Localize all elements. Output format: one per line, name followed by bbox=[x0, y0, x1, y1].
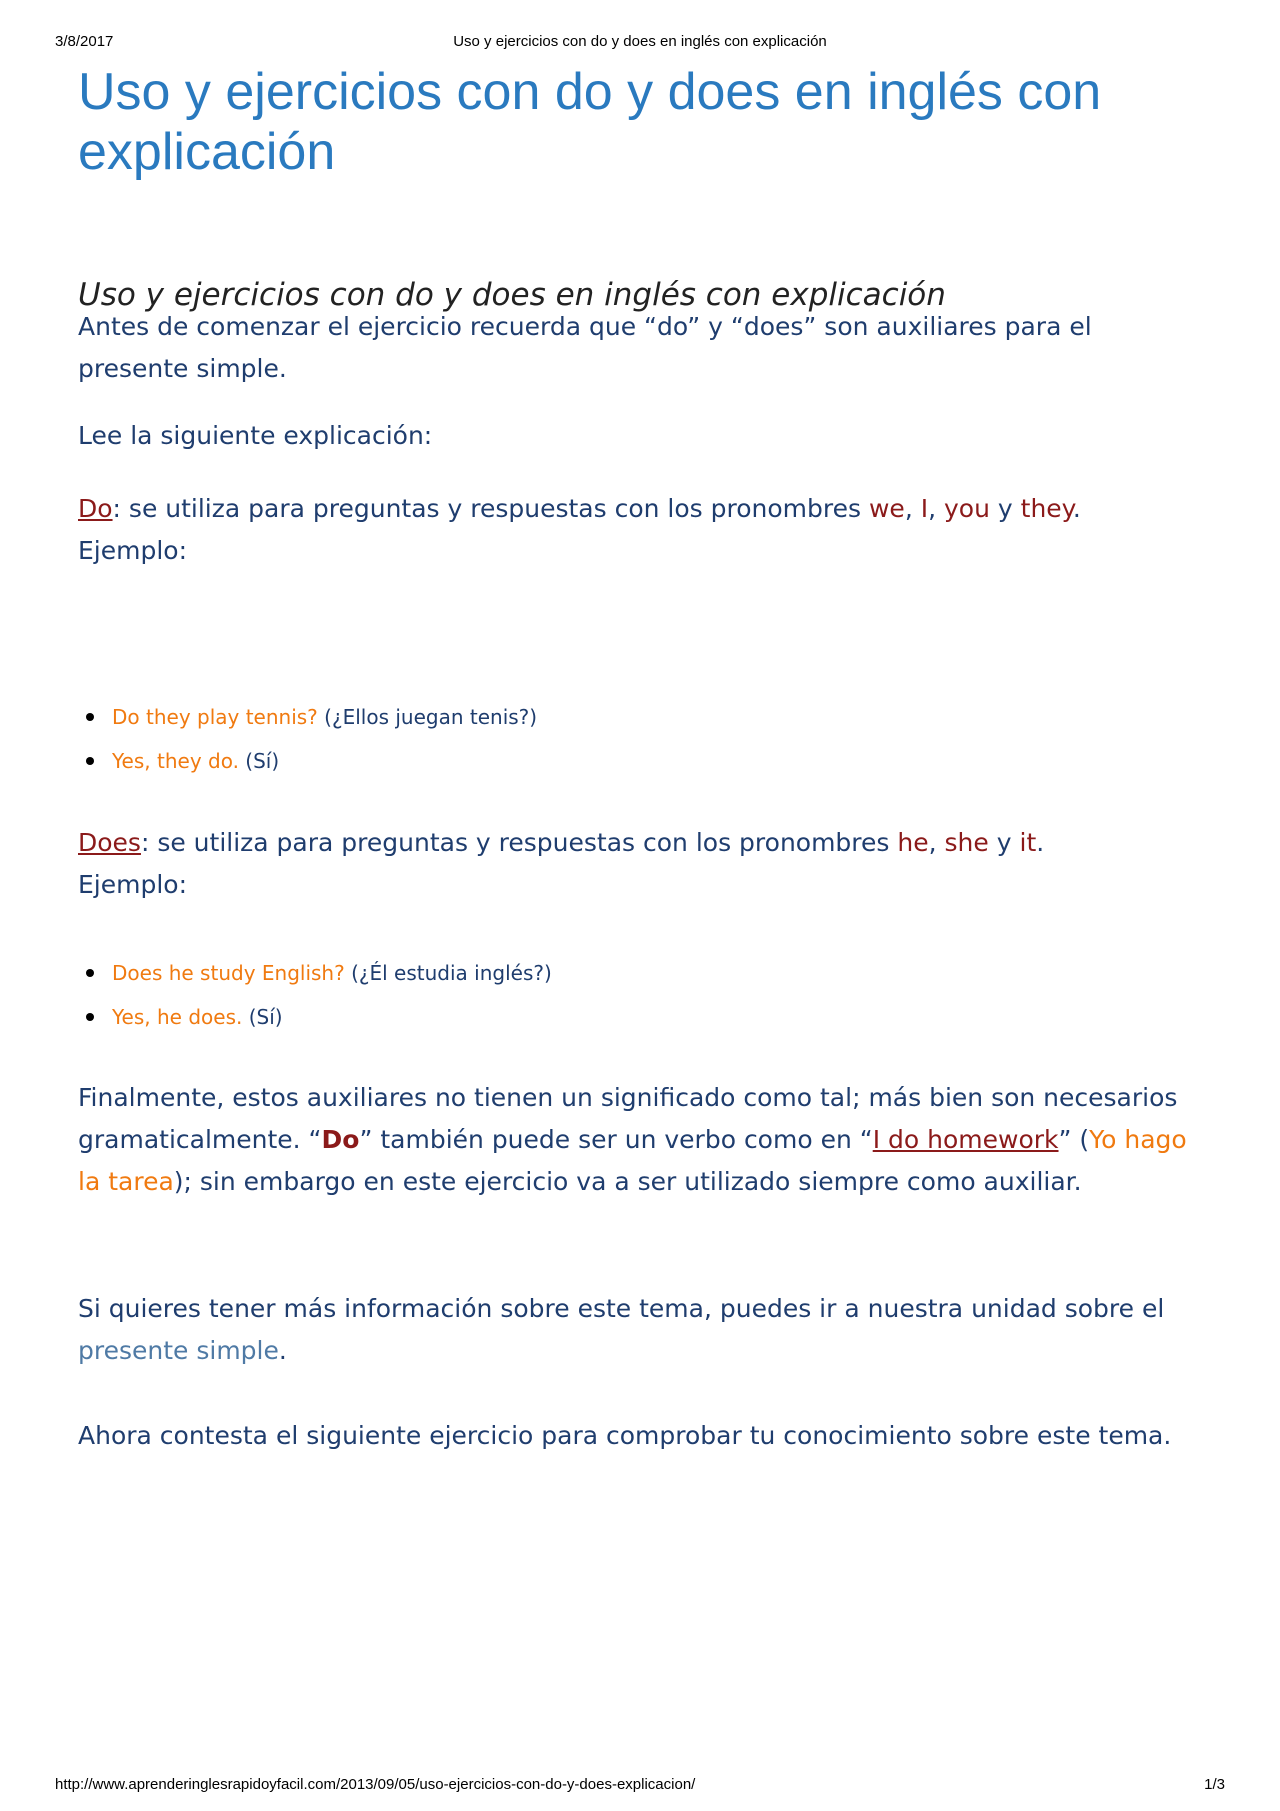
intro-paragraph: Antes de comenzar el ejercicio recuerda que “do” y “does” son auxiliares para el presente simple. bbox=[78, 312, 1092, 383]
final-paragraph: Finalmente, estos auxiliares no tienen un significado como tal; más bien son necesarios gramaticalmente. “Do” también puede ser un verbo como en “I do homework” (Yo hago la tarea); sin embargo en este ejercicio va a ser utilizado siempre como auxiliar. bbox=[78, 1083, 1187, 1196]
article-subtitle: Uso y ejercicios con do y does en inglés con explicación bbox=[78, 277, 946, 313]
list-item bbox=[78, 951, 552, 995]
does-term-link[interactable]: Does bbox=[78, 828, 141, 857]
bullet-icon bbox=[86, 1013, 94, 1021]
list-item bbox=[78, 739, 537, 783]
pronoun-they: they bbox=[1020, 494, 1073, 523]
print-header bbox=[0, 33, 1280, 53]
do-explanation: Do: se utiliza para preguntas y respuestas con los pronombres we, I, you y they. Ejemplo: bbox=[78, 494, 1081, 565]
example-english: Does he study English? bbox=[112, 961, 345, 985]
i-do-homework-link[interactable]: I do homework bbox=[872, 1125, 1059, 1154]
example-spanish: (¿Ellos juegan tenis?) bbox=[317, 705, 538, 729]
pronoun-i: I bbox=[920, 494, 929, 523]
page-number: 1/3 bbox=[1204, 1776, 1225, 1793]
page-url: http://www.aprenderinglesrapidoyfacil.com/2013/09/05/uso-ejercicios-con-do-y-does-explicacion/ bbox=[55, 1776, 696, 1793]
does-examples-list bbox=[78, 951, 552, 1039]
print-footer bbox=[0, 1776, 1280, 1796]
pronoun-she: she bbox=[944, 828, 989, 857]
more-info-paragraph: Si quieres tener más información sobre este tema, puedes ir a nuestra unidad sobre el presente simple. bbox=[78, 1294, 1165, 1365]
example-spanish: (¿Él estudia inglés?) bbox=[344, 961, 552, 985]
pronoun-we: we bbox=[868, 494, 905, 523]
bullet-icon bbox=[86, 969, 94, 977]
example-spanish: (Sí) bbox=[238, 749, 280, 773]
lead-paragraph: Lee la siguiente explicación: bbox=[78, 421, 433, 450]
bullet-icon bbox=[86, 757, 94, 765]
do-example-label: Ejemplo: bbox=[78, 536, 188, 565]
example-english: Yes, he does. bbox=[112, 1005, 243, 1029]
print-doc-title: Uso y ejercicios con do y does en inglés con explicación bbox=[453, 33, 827, 50]
print-date: 3/8/2017 bbox=[55, 33, 114, 50]
does-example-label: Ejemplo: bbox=[78, 870, 188, 899]
pronoun-it: it bbox=[1019, 828, 1037, 857]
page-title: Uso y ejercicios con do y does en inglés con explicación bbox=[78, 63, 1102, 181]
do-examples-list bbox=[78, 695, 537, 783]
example-english: Do they play tennis? bbox=[112, 705, 318, 729]
do-verb-bold: Do bbox=[321, 1125, 360, 1154]
translation-text: Yo hago la tarea bbox=[78, 1125, 1187, 1196]
closing-paragraph: Ahora contesta el siguiente ejercicio para comprobar tu conocimiento sobre este tema. bbox=[78, 1421, 1172, 1450]
presente-simple-link[interactable]: presente simple bbox=[78, 1336, 279, 1365]
list-item bbox=[78, 995, 552, 1039]
list-item bbox=[78, 695, 537, 739]
pronoun-he: he bbox=[897, 828, 929, 857]
bullet-icon bbox=[86, 713, 94, 721]
example-english: Yes, they do. bbox=[112, 749, 239, 773]
do-term-link[interactable]: Do bbox=[78, 494, 113, 523]
pronoun-you: you bbox=[944, 494, 990, 523]
example-spanish: (Sí) bbox=[242, 1005, 283, 1029]
does-explanation: Does: se utiliza para preguntas y respuestas con los pronombres he, she y it. Ejemplo: bbox=[78, 828, 1045, 899]
